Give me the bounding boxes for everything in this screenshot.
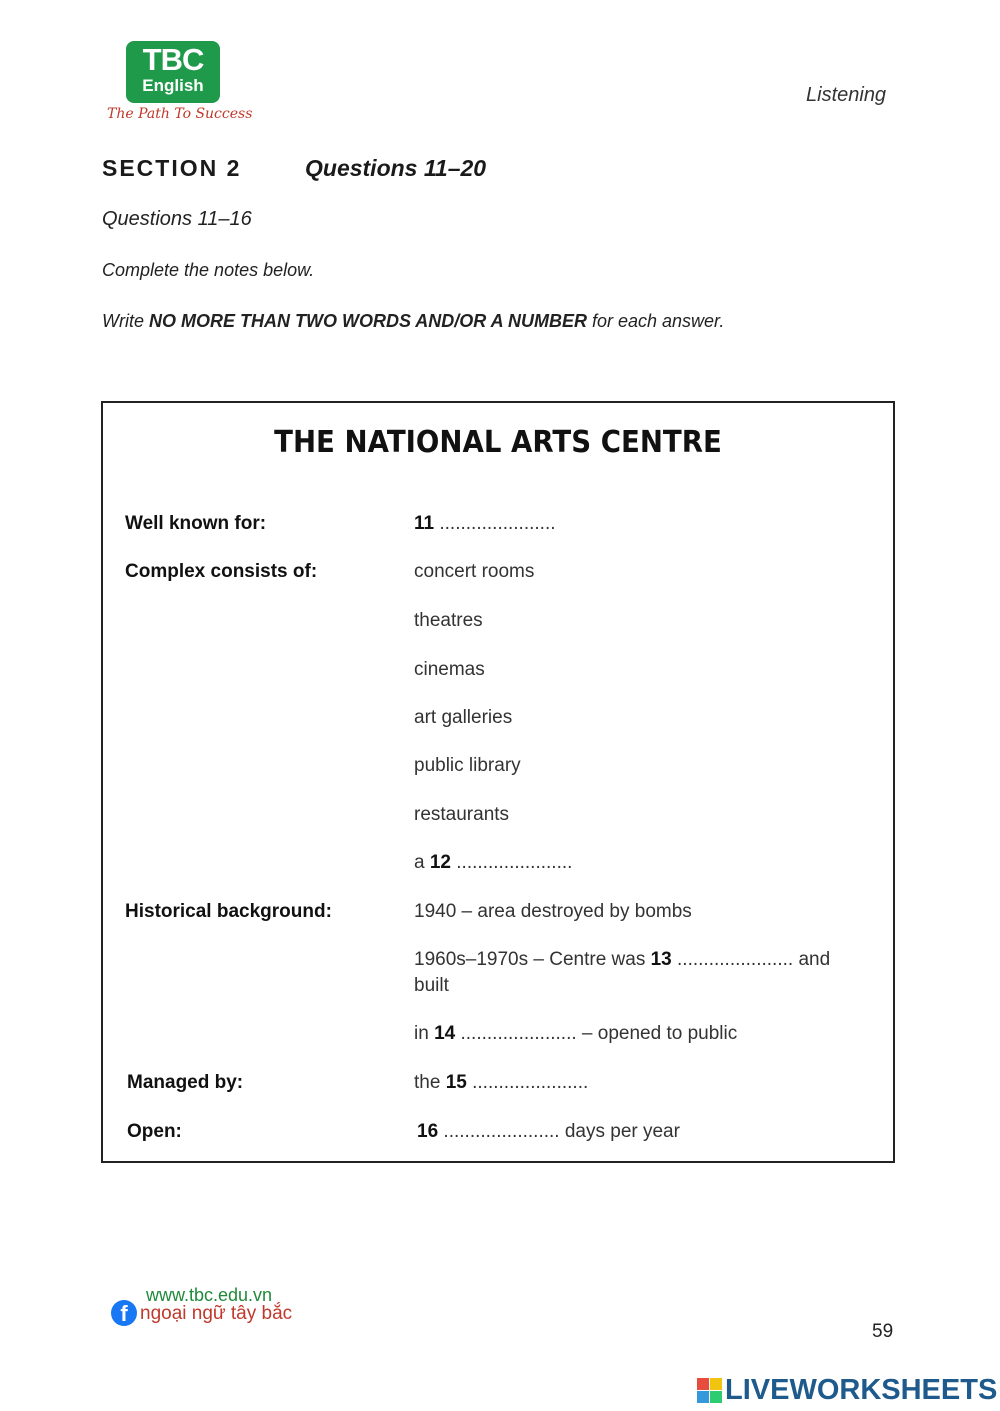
complex-item: cinemas — [414, 659, 485, 680]
q16-answer-blank[interactable]: 16 ...................... days per year — [417, 1121, 680, 1142]
open-label: Open: — [127, 1121, 182, 1142]
logo-tagline: The Path To Success — [107, 106, 253, 122]
instruction-complete: Complete the notes below. — [102, 260, 315, 280]
logo-brand: TBC — [142, 42, 204, 77]
section-title: SECTION 2 — [102, 155, 242, 181]
q13-answer-blank[interactable]: 1960s–1970s – Centre was 13 ...................... and — [414, 949, 831, 970]
complex-item: concert rooms — [414, 561, 535, 582]
history-1940: 1940 – area destroyed by bombs — [414, 901, 692, 922]
history-label: Historical background: — [125, 901, 332, 922]
footer-website[interactable]: www.tbc.edu.vn — [146, 1285, 273, 1305]
logo-sub: English — [142, 76, 204, 95]
tbc-logo — [126, 41, 220, 103]
complex-item: restaurants — [414, 804, 510, 825]
notes-title: THE NATIONAL ARTS CENTRE — [274, 425, 722, 460]
footer-facebook-name[interactable]: ngoại ngữ tây bắc — [140, 1303, 293, 1324]
sub-questions-range: Questions 11–16 — [102, 208, 252, 230]
questions-range: Questions 11–20 — [305, 155, 487, 181]
page-number: 59 — [872, 1321, 894, 1342]
q12-answer-blank[interactable]: a 12 ...................... — [414, 852, 573, 873]
managed-label: Managed by: — [127, 1072, 244, 1093]
history-built: built — [414, 975, 449, 996]
complex-item: theatres — [414, 610, 483, 631]
liveworksheets-icon — [697, 1378, 723, 1404]
notes-box — [101, 401, 895, 1163]
instruction-word-limit: Write NO MORE THAN TWO WORDS AND/OR A NUMBER for each answer. — [102, 311, 725, 331]
category-label: Listening — [806, 84, 887, 106]
complex-item: public library — [414, 755, 521, 776]
complex-item: art galleries — [414, 707, 513, 728]
liveworksheets-watermark: LIVEWORKSHEETS — [725, 1374, 998, 1406]
complex-label: Complex consists of: — [125, 561, 318, 582]
q15-answer-blank[interactable]: the 15 ...................... — [414, 1072, 589, 1093]
well-known-label: Well known for: — [125, 513, 267, 534]
facebook-icon: f — [111, 1300, 137, 1326]
q14-answer-blank[interactable]: in 14 ...................... – opened to public — [414, 1023, 738, 1044]
q11-answer-blank[interactable]: 11 ...................... — [414, 513, 556, 534]
